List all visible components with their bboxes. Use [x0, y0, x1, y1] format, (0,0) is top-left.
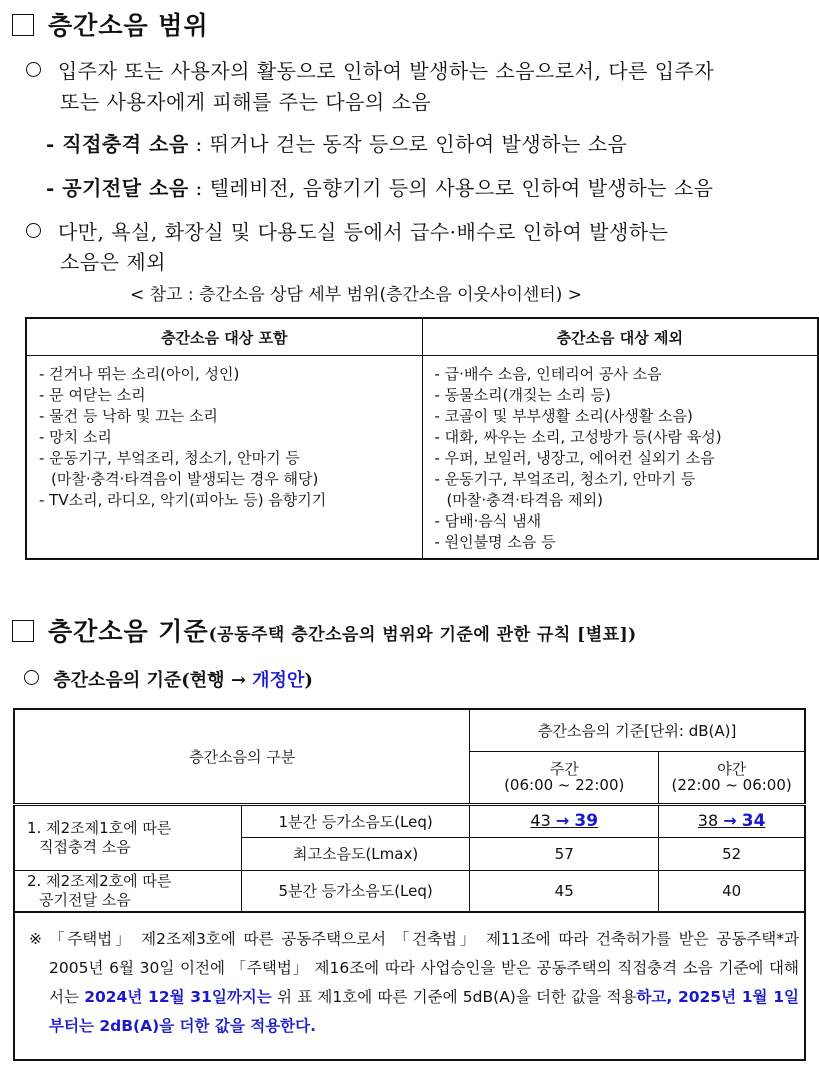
row1a-measure: 1분간 등가소음도(Leq)	[242, 804, 470, 837]
footnote-part3: 위 표 제1호에 따른 기준에 5dB(A)을 더한 값을 적용	[271, 988, 637, 1006]
reference-caption: < 참고 : 층간소음 상담 세부 범위(층간소음 이웃사이센터) >	[130, 285, 582, 305]
standard-bullet-prefix: 층간소음의 기준(현행 →	[53, 670, 253, 691]
included-list	[26, 356, 422, 560]
scope-bullet-2-line1: 다만, 욕실, 화장실 및 다용도실 등에서 급수·배수로 인하여 발생하는	[57, 220, 669, 244]
list-item: - 우퍼, 보일러, 냉장고, 에어컨 실외기 소음	[434, 449, 715, 467]
circle-bullet-icon	[24, 670, 39, 685]
list-item: - 운동기구, 부엌조리, 청소기, 안마기 등	[39, 449, 300, 467]
list-item: - TV소리, 라디오, 악기(피아노 등) 음향기기	[39, 491, 327, 509]
standard-bullet	[24, 666, 313, 692]
day-new-value: 39	[574, 811, 599, 831]
footnote-deadline: 2024년 12월 31일까지는	[84, 988, 272, 1006]
checkbox-square-icon	[12, 14, 34, 36]
row2-category	[14, 870, 242, 912]
list-item: - 담배·음식 냄새	[434, 512, 542, 530]
section-scope-title	[12, 6, 209, 42]
header-nighttime	[659, 751, 805, 804]
day-old-value: 43	[530, 811, 551, 830]
section-standard-title-text: 층간소음 기준	[48, 617, 209, 646]
row1b-measure: 최고소음도(Lmax)	[242, 837, 470, 870]
daytime-label: 주간	[549, 760, 579, 778]
row2-night-value: 40	[659, 870, 805, 912]
scope-table	[25, 317, 819, 560]
list-item: - 원인불명 소음 등	[434, 533, 556, 551]
reference-mark-icon: ※	[29, 930, 42, 948]
footnote-part1: 「주택법」 제2조제3호에 따른 공동주택으로서 「건축법」 제11조에 따라 건축허가를 받은 공동주택*과 2005년 6월 30일 이전에 「주택법」 제16조에 따라 사업승인을 받은 공동주택의 직접충격 소음 기준에 대해서는	[49, 930, 799, 1006]
scope-bullet-2-line2: 소음은 제외	[60, 250, 166, 274]
header-excluded: 층간소음 대상 제외	[422, 318, 818, 356]
list-item: - 걷거나 뛰는 소리(아이, 성인)	[39, 365, 240, 383]
footnote-amendment: 하고, 2025년 1월 1일 부터는 2dB(A)을 더한 값을 적용한다.	[49, 988, 799, 1035]
scope-bullet-1-line1: 입주자 또는 사용자의 활동으로 인하여 발생하는 소음으로서, 다른 입주자	[57, 59, 715, 83]
daytime-hours: (06:00 ~ 22:00)	[504, 776, 625, 794]
row2-category-line2: 공기전달 소음	[39, 890, 131, 909]
excluded-list	[422, 356, 818, 560]
row2-measure: 5분간 등가소음도(Leq)	[242, 870, 470, 912]
section-scope-title-text: 층간소음 범위	[48, 11, 209, 40]
list-item: (마찰·충격·타격음 제외)	[446, 491, 603, 509]
footnote	[29, 925, 799, 1041]
nighttime-label: 야간	[717, 760, 747, 778]
section-standard-subtitle: (공동주택 층간소음의 범위와 기준에 관한 규칙 [별표])	[208, 625, 637, 645]
noise-standard-table	[13, 708, 806, 913]
night-new-value: 34	[741, 811, 766, 831]
direct-impact-text: : 뛰거나 걷는 동작 등으로 인하여 발생하는 소음	[188, 132, 628, 156]
checkbox-square-icon	[12, 620, 34, 642]
list-item: - 동물소리(개짖는 소리 등)	[434, 386, 611, 404]
airborne-label: 공기전달 소음	[62, 176, 189, 200]
row2-category-line1: 2. 제2조제2호에 따른	[27, 871, 172, 890]
header-included: 층간소음 대상 포함	[26, 318, 422, 356]
circle-bullet-icon	[26, 62, 41, 77]
section-standard-title	[12, 612, 637, 648]
row1a-night-value	[659, 804, 805, 837]
arrow-icon: →	[723, 811, 737, 830]
nighttime-hours: (22:00 ~ 06:00)	[671, 776, 792, 794]
list-item: - 운동기구, 부엌조리, 청소기, 안마기 등	[434, 470, 696, 488]
standard-bullet-suffix: )	[304, 670, 313, 691]
row1-category-line1: 1. 제2조제1호에 따른	[27, 818, 172, 837]
airborne-definition: - 공기전달 소음 : 텔레비전, 음향기기 등의 사용으로 인하여 발생하는 소음	[46, 176, 714, 200]
list-item: (마찰·충격·타격음이 발생되는 경우 해당)	[51, 470, 319, 488]
row2-day-value: 45	[470, 870, 659, 912]
circle-bullet-icon	[26, 223, 41, 238]
footnote-text	[49, 925, 799, 1041]
list-item: - 급·배수 소음, 인테리어 공사 소음	[434, 365, 662, 383]
footnote-box	[13, 913, 806, 1061]
direct-impact-definition: - 직접충격 소음 : 뛰거나 걷는 동작 등으로 인하여 발생하는 소음	[46, 132, 628, 156]
row1b-night-value: 52	[659, 837, 805, 870]
row1a-day-value	[470, 804, 659, 837]
row1b-day-value: 57	[470, 837, 659, 870]
header-standard: 층간소음의 기준[단위: dB(A)]	[470, 709, 805, 751]
arrow-icon: →	[555, 811, 570, 830]
list-item: - 망치 소리	[39, 428, 112, 446]
list-item: - 문 여닫는 소리	[39, 386, 146, 404]
header-daytime	[470, 751, 659, 804]
direct-impact-label: 직접충격 소음	[62, 132, 189, 156]
list-item: - 대화, 싸우는 소리, 고성방가 등(사람 육성)	[434, 428, 722, 446]
night-old-value: 38	[697, 811, 719, 830]
scope-bullet-1-line2: 또는 사용자에게 피해를 주는 다음의 소음	[60, 90, 432, 114]
standard-bullet-highlight: 개정안	[252, 670, 305, 691]
list-item: - 코골이 및 부부생활 소리(사생활 소음)	[434, 407, 693, 425]
scope-bullet-2	[26, 216, 668, 248]
airborne-text: : 텔레비전, 음향기기 등의 사용으로 인하여 발생하는 소음	[188, 176, 714, 200]
scope-bullet-1	[26, 55, 714, 87]
row1-category-line2: 직접충격 소음	[39, 837, 131, 856]
list-item: - 물건 등 낙하 및 끄는 소리	[39, 407, 218, 425]
header-category: 층간소음의 구분	[14, 709, 470, 804]
row1-category	[14, 804, 242, 870]
